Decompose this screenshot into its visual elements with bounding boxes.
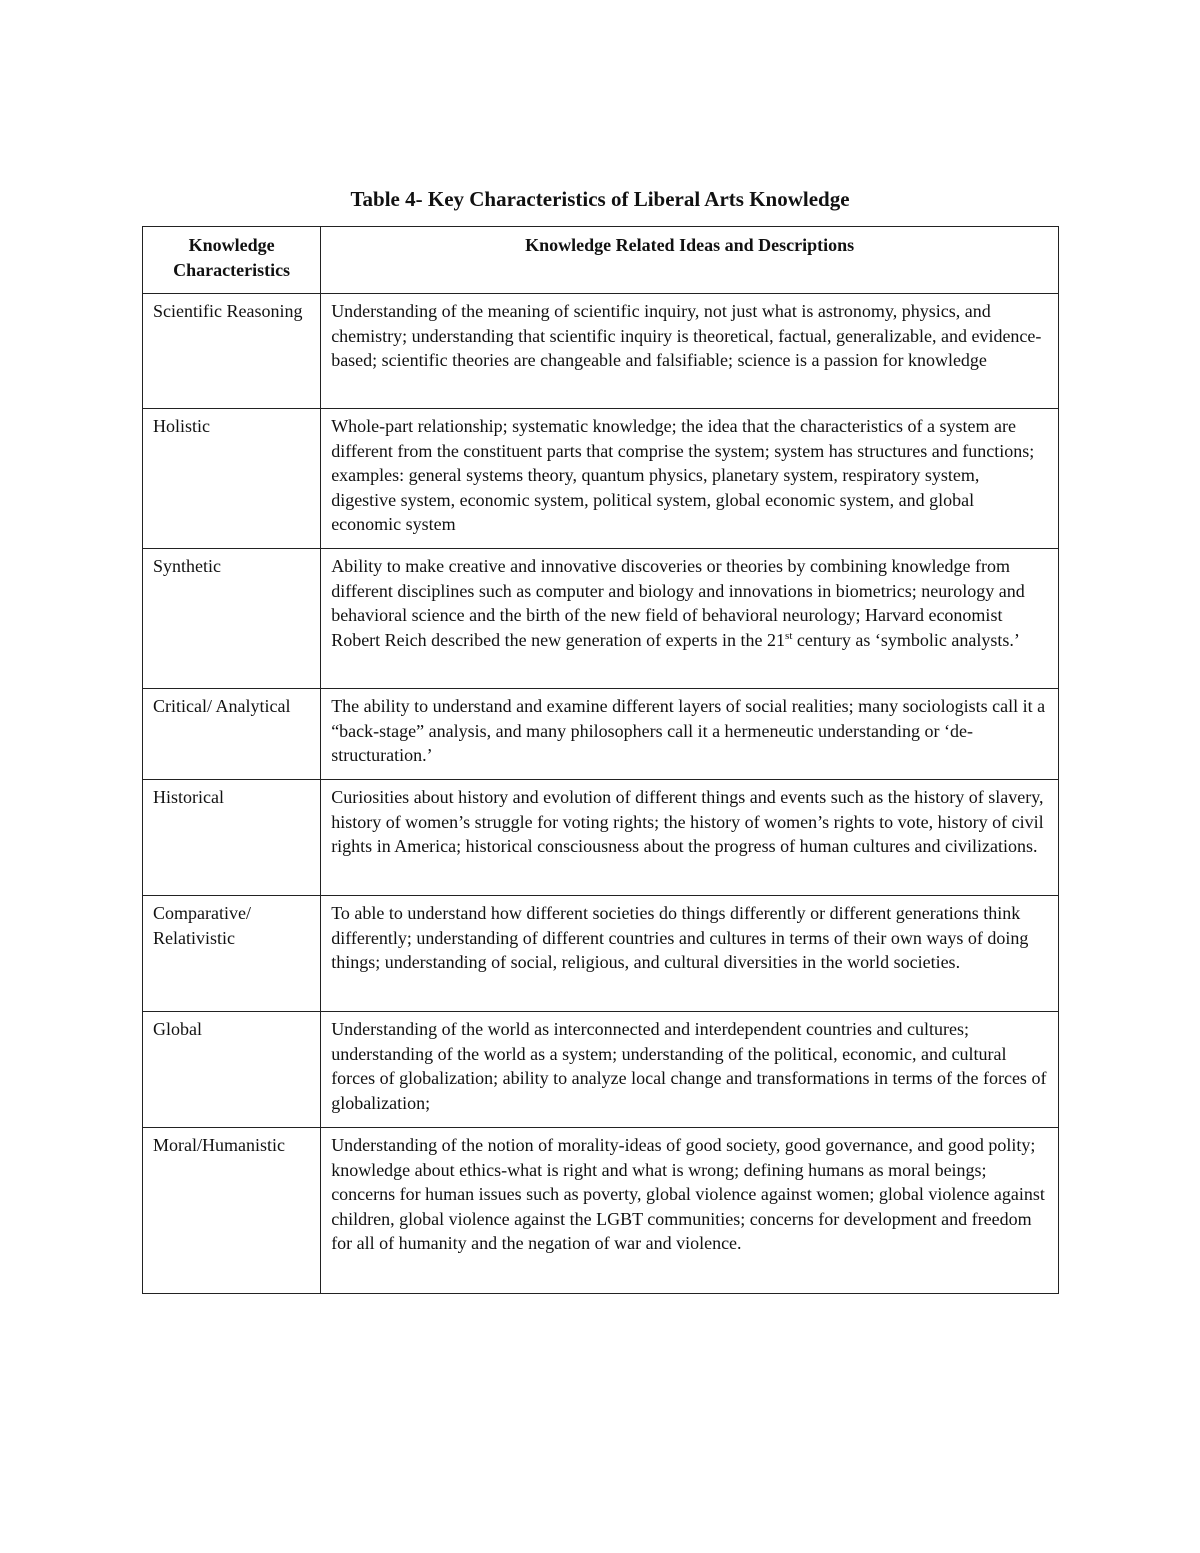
description-cell: To able to understand how different societies do things differently or different generations think differently; understanding of different countries and cultures in terms of their own ways of doing things; understanding of social, religious, and cultural diversities in the world societies. [321, 896, 1059, 1012]
ordinal-suffix: st [785, 629, 793, 642]
characteristic-cell: Scientific Reasoning [143, 294, 321, 409]
description-cell: Understanding of the world as interconnected and interdependent countries and cultures; understanding of the world as a system; understanding of the political, economic, and cultural forces of globalization; ability to analyze local change and transformations in terms of the forces of globalization; [321, 1012, 1059, 1128]
characteristic-cell: Critical/ Analytical [143, 689, 321, 780]
characteristic-cell: Comparative/ Relativistic [143, 896, 321, 1012]
table-row [143, 1012, 1059, 1128]
characteristics-table [142, 226, 1059, 1294]
description-cell: The ability to understand and examine different layers of social realities; many sociologists call it a “back-stage” analysis, and many philosophers call it a hermeneutic understanding or ‘de-structuration.’ [321, 689, 1059, 780]
table-row [143, 689, 1059, 780]
table-row [143, 1128, 1059, 1294]
characteristic-cell: Synthetic [143, 549, 321, 689]
table-row [143, 780, 1059, 896]
description-cell: Whole-part relationship; systematic knowledge; the idea that the characteristics of a system are different from the constituent parts that comprise the system; system has structures and functions; examples: general systems theory, quantum physics, planetary system, respiratory system, digestive system, economic system, political system, global economic system, and global economic system [321, 409, 1059, 549]
description-cell [321, 549, 1059, 689]
table-title: Table 4- Key Characteristics of Liberal Arts Knowledge [350, 187, 850, 211]
table-row [143, 294, 1059, 409]
table-row [143, 896, 1059, 1012]
header-related-ideas: Knowledge Related Ideas and Descriptions [321, 227, 1059, 294]
description-text: Ability to make creative and innovative discoveries or theories by combining knowledge from different disciplines such as computer and biology and innovations in biometrics; neurology and behavioral science and the birth of the new field of behavioral neurology; Harvard economist Robert Reich described the new generation of experts in the 21 [331, 556, 1025, 650]
description-cell: Understanding of the notion of morality-ideas of good society, good governance, and good polity; knowledge about ethics-what is right and what is wrong; defining humans as moral beings; concerns for human issues such as poverty, global violence against women; global violence against children, global violence against the LGBT communities; concerns for development and freedom for all of humanity and the negation of war and violence. [321, 1128, 1059, 1294]
characteristic-cell: Historical [143, 780, 321, 896]
header-knowledge-characteristics: Knowledge Characteristics [143, 227, 321, 294]
characteristic-cell: Global [143, 1012, 321, 1128]
table-row [143, 409, 1059, 549]
characteristic-cell: Moral/Humanistic [143, 1128, 321, 1294]
description-cell: Curiosities about history and evolution of different things and events such as the history of slavery, history of women’s struggle for voting rights; the history of women’s rights to vote, history of civil rights in America; historical consciousness about the progress of human cultures and civilizations. [321, 780, 1059, 896]
description-text-end: century as ‘symbolic analysts.’ [792, 629, 1020, 650]
description-cell: Understanding of the meaning of scientific inquiry, not just what is astronomy, physics, and chemistry; understanding that scientific inquiry is theoretical, factual, generalizable, and evidence-based; scientific theories are changeable and falsifiable; science is a passion for knowledge [321, 294, 1059, 409]
table-header-row [143, 227, 1059, 294]
table-row [143, 549, 1059, 689]
characteristic-cell: Holistic [143, 409, 321, 549]
